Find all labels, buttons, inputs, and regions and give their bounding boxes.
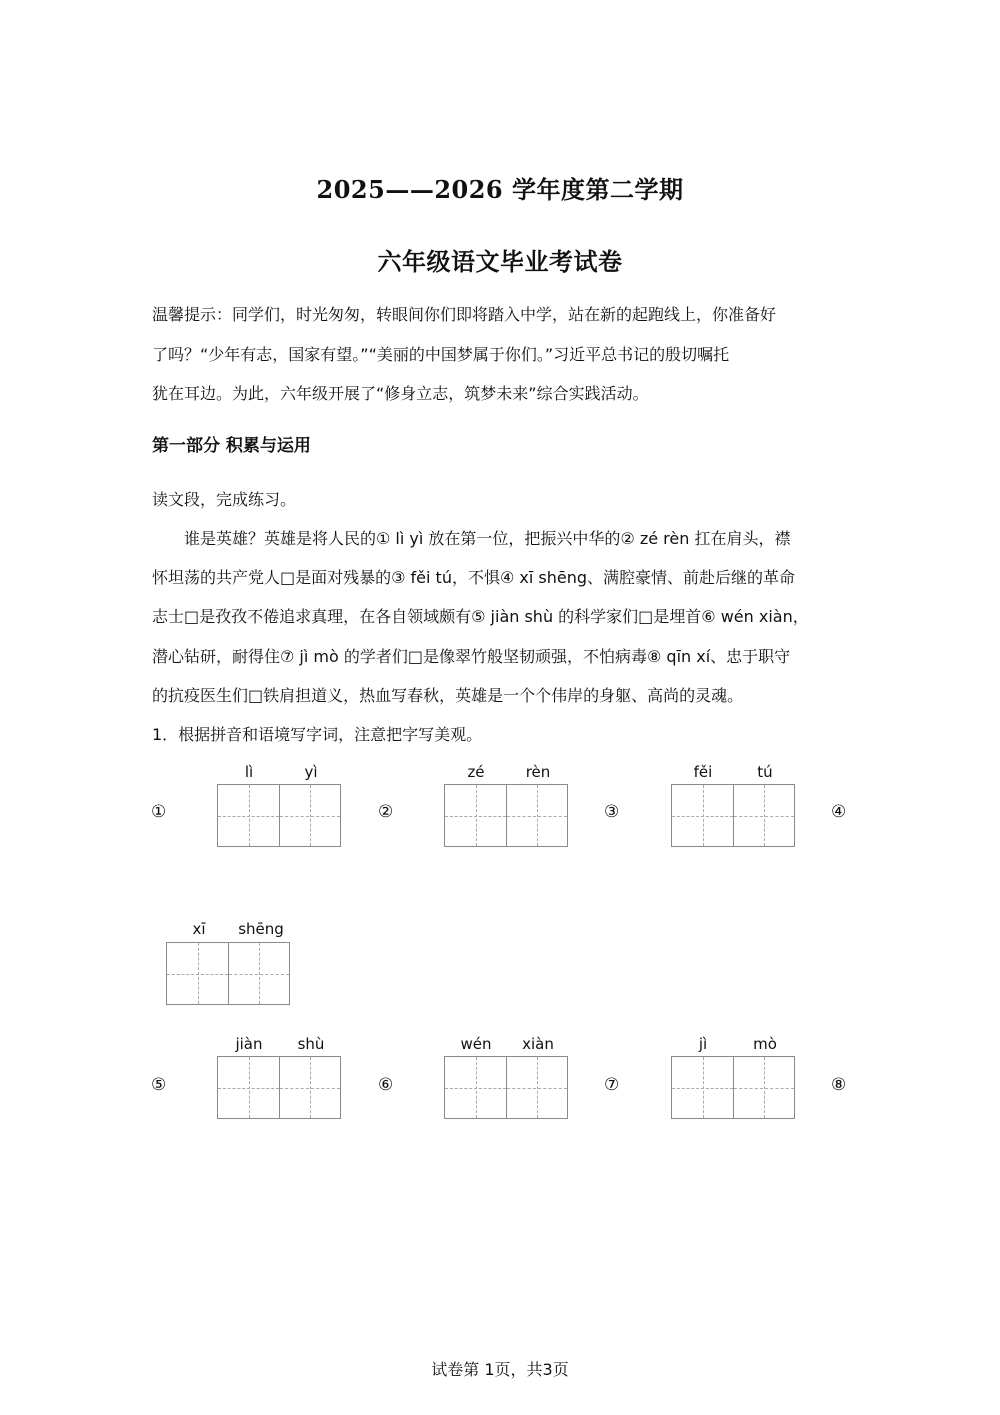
writing-cell[interactable] <box>218 785 279 846</box>
writing-cell[interactable] <box>672 1057 733 1118</box>
pinyin-5a: jiàn <box>235 1035 263 1053</box>
passage-line-1: 谁是英雄？英雄是将人民的① lì yì 放在第一位，把振兴中华的② zé rèn 扛在肩头，襟 <box>152 529 791 548</box>
writing-cell[interactable] <box>506 785 567 846</box>
item-number-4: ④ <box>831 802 847 822</box>
item-number-8: ⑧ <box>831 1075 847 1095</box>
pinyin-7b: mò <box>753 1035 777 1053</box>
pinyin-6b: xiàn <box>522 1035 554 1053</box>
pinyin-1b: yì <box>304 763 318 781</box>
item-number-3: ③ <box>604 802 620 822</box>
pinyin-1a: lì <box>244 763 254 781</box>
writing-cell[interactable] <box>445 785 506 846</box>
intro-line-1: 温馨提示：同学们，时光匆匆，转眼间你们即将踏入中学，站在新的起跑线上，你准备好 <box>152 305 777 324</box>
pinyin-3a: fěi <box>693 763 713 781</box>
pinyin-2b: rèn <box>525 763 551 781</box>
pinyin-3b: tú <box>757 763 773 781</box>
exam-title-grade: 六年级语文毕业考试卷 <box>377 247 623 276</box>
page-footer: 试卷第 1页，共3页 <box>431 1360 569 1379</box>
writing-cell[interactable] <box>445 1057 506 1118</box>
instruction-text: 读文段，完成练习。 <box>152 490 297 509</box>
writing-grid-4[interactable] <box>166 942 290 1005</box>
pinyin-7a: jì <box>698 1035 708 1053</box>
pinyin-4a: xī <box>192 920 206 938</box>
item-number-1: ① <box>151 802 167 822</box>
writing-cell[interactable] <box>167 943 228 1004</box>
writing-cell[interactable] <box>279 785 340 846</box>
exam-title-year: 2025——2026 学年度第二学期 <box>316 175 684 204</box>
passage-line-2: 怀坦荡的共产党人□是面对残暴的③ fěi tú，不惧④ xī shēng、满腔豪情、前赴后继的革命 <box>152 568 796 587</box>
writing-grid-7[interactable] <box>671 1056 795 1119</box>
writing-cell[interactable] <box>279 1057 340 1118</box>
writing-cell[interactable] <box>733 785 794 846</box>
passage-line-5: 的抗疫医生们□铁肩担道义，热血写春秋，英雄是一个个伟岸的身躯、高尚的灵魂。 <box>152 686 744 705</box>
item-number-7: ⑦ <box>604 1075 620 1095</box>
pinyin-6a: wén <box>460 1035 492 1053</box>
writing-grid-3[interactable] <box>671 784 795 847</box>
writing-cell[interactable] <box>733 1057 794 1118</box>
intro-line-2: 了吗？“少年有志，国家有望。”“美丽的中国梦属于你们。”习近平总书记的殷切嘱托 <box>152 345 730 364</box>
writing-grid-5[interactable] <box>217 1056 341 1119</box>
intro-line-3: 犹在耳边。为此，六年级开展了“修身立志，筑梦未来”综合实践活动。 <box>152 384 649 403</box>
pinyin-4b: shēng <box>238 920 284 938</box>
item-number-2: ② <box>378 802 394 822</box>
pinyin-2a: zé <box>467 763 485 781</box>
writing-cell[interactable] <box>506 1057 567 1118</box>
question-1: 1．根据拼音和语境写字词，注意把字写美观。 <box>152 725 483 744</box>
writing-grid-6[interactable] <box>444 1056 568 1119</box>
writing-cell[interactable] <box>218 1057 279 1118</box>
passage-line-3: 志士□是孜孜不倦追求真理，在各自领域颇有⑤ jiàn shù 的科学家们□是埋首⑥ wén xiàn， <box>152 607 809 626</box>
writing-grid-2[interactable] <box>444 784 568 847</box>
item-number-5: ⑤ <box>151 1075 167 1095</box>
writing-cell[interactable] <box>672 785 733 846</box>
writing-cell[interactable] <box>228 943 289 1004</box>
section-heading: 第一部分 积累与运用 <box>152 436 311 456</box>
writing-grid-1[interactable] <box>217 784 341 847</box>
item-number-6: ⑥ <box>378 1075 394 1095</box>
passage-line-4: 潜心钻研，耐得住⑦ jì mò 的学者们□是像翠竹般坚韧顽强，不怕病毒⑧ qīn xí、忠于职守 <box>152 647 791 666</box>
pinyin-5b: shù <box>297 1035 325 1053</box>
